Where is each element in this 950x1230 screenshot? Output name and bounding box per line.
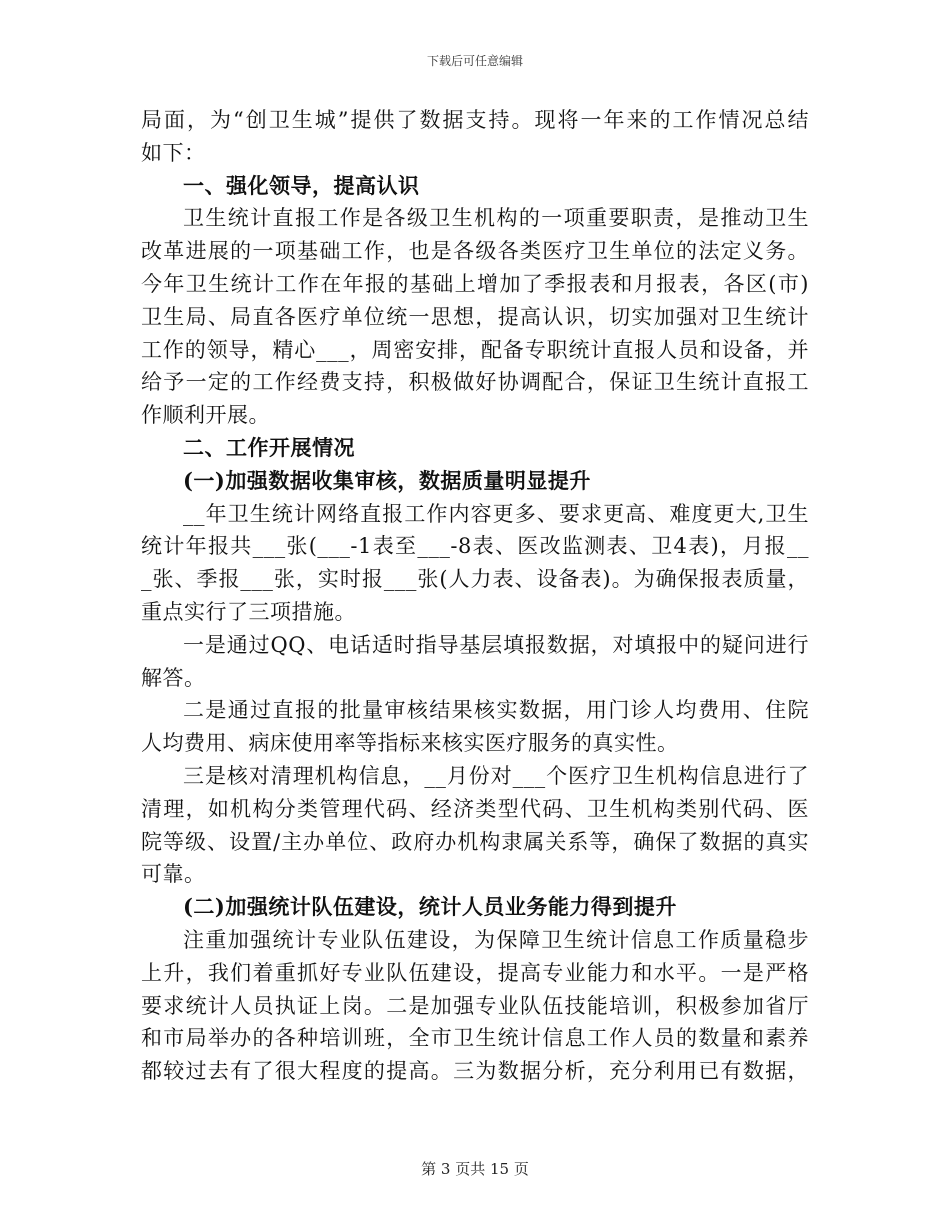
paragraph-line: 重点实行了三项措施。	[141, 599, 356, 624]
document-body	[141, 104, 809, 1088]
paragraph-line: 解答。	[141, 665, 206, 690]
paragraph-line: 卫生局、局直各医疗单位统一思想，提高认识，切实加强对卫生统计	[141, 304, 809, 329]
page-footer: 第 3 页共 15 页	[421, 1160, 529, 1178]
paragraph-line: _张、季报___张，实时报___张(人力表、设备表)。为确保报表质量，	[141, 567, 809, 592]
paragraph-line: 统计年报共___张(___-1表至___-8表、医改监测表、卫4表)，月报__	[141, 534, 809, 559]
paragraph-line: 院等级、设置/主办单位、政府办机构隶属关系等，确保了数据的真实	[141, 829, 809, 854]
paragraph-line: 上升，我们着重抓好专业队伍建设，提高专业能力和水平。一是严格	[141, 960, 809, 985]
section-heading: (二)加强统计队伍建设，统计人员业务能力得到提升	[183, 894, 677, 920]
paragraph-line: 可靠。	[141, 862, 206, 887]
section-heading: 二、工作开展情况	[183, 434, 355, 460]
section-heading: (一)加强数据收集审核，数据质量明显提升	[183, 467, 591, 493]
paragraph-line: 人均费用、病床使用率等指标来核实医疗服务的真实性。	[141, 731, 679, 756]
paragraph-line: 给予一定的工作经费支持，积极做好协调配合，保证卫生统计直报工	[141, 370, 809, 395]
paragraph-line: __年卫生统计网络直报工作内容更多、要求更高、难度更大,卫生	[183, 501, 809, 526]
paragraph-line: 都较过去有了很大程度的提高。三为数据分析，充分利用已有数据，	[141, 1059, 809, 1084]
paragraph-line: 注重加强统计专业队伍建设，为保障卫生统计信息工作质量稳步	[183, 927, 809, 952]
paragraph-line: 要求统计人员执证上岗。二是加强专业队伍技能培训，积极参加省厅	[141, 993, 809, 1018]
paragraph-line: 改革进展的一项基础工作，也是各级各类医疗卫生单位的法定义务。	[141, 239, 809, 264]
paragraph-line: 一是通过QQ、电话适时指导基层填报数据，对填报中的疑问进行	[183, 632, 809, 657]
paragraph-line: 今年卫生统计工作在年报的基础上增加了季报表和月报表，各区(市)	[141, 271, 809, 296]
paragraph-line: 二是通过直报的批量审核结果核实数据，用门诊人均费用、住院	[183, 698, 809, 723]
paragraph-line: 卫生统计直报工作是各级卫生机构的一项重要职责，是推动卫生	[183, 206, 809, 231]
paragraph-line: 如下：	[141, 140, 206, 165]
paragraph-line: 作顺利开展。	[141, 403, 270, 428]
paragraph-line: 和市局举办的各种培训班，全市卫生统计信息工作人员的数量和素养	[141, 1026, 809, 1051]
paragraph-line: 清理，如机构分类管理代码、经济类型代码、卫生机构类别代码、医	[141, 796, 809, 821]
section-heading: 一、强化领导，提高认识	[183, 172, 420, 198]
paragraph-line: 工作的领导，精心___，周密安排，配备专职统计直报人员和设备，并	[141, 337, 809, 362]
paragraph-line: 局面，为“创卫生城”提供了数据支持。现将一年来的工作情况总结	[141, 108, 809, 132]
paragraph-line: 三是核对清理机构信息，__月份对___个医疗卫生机构信息进行了	[183, 763, 809, 788]
page-header: 下载后可任意编辑	[426, 54, 523, 68]
